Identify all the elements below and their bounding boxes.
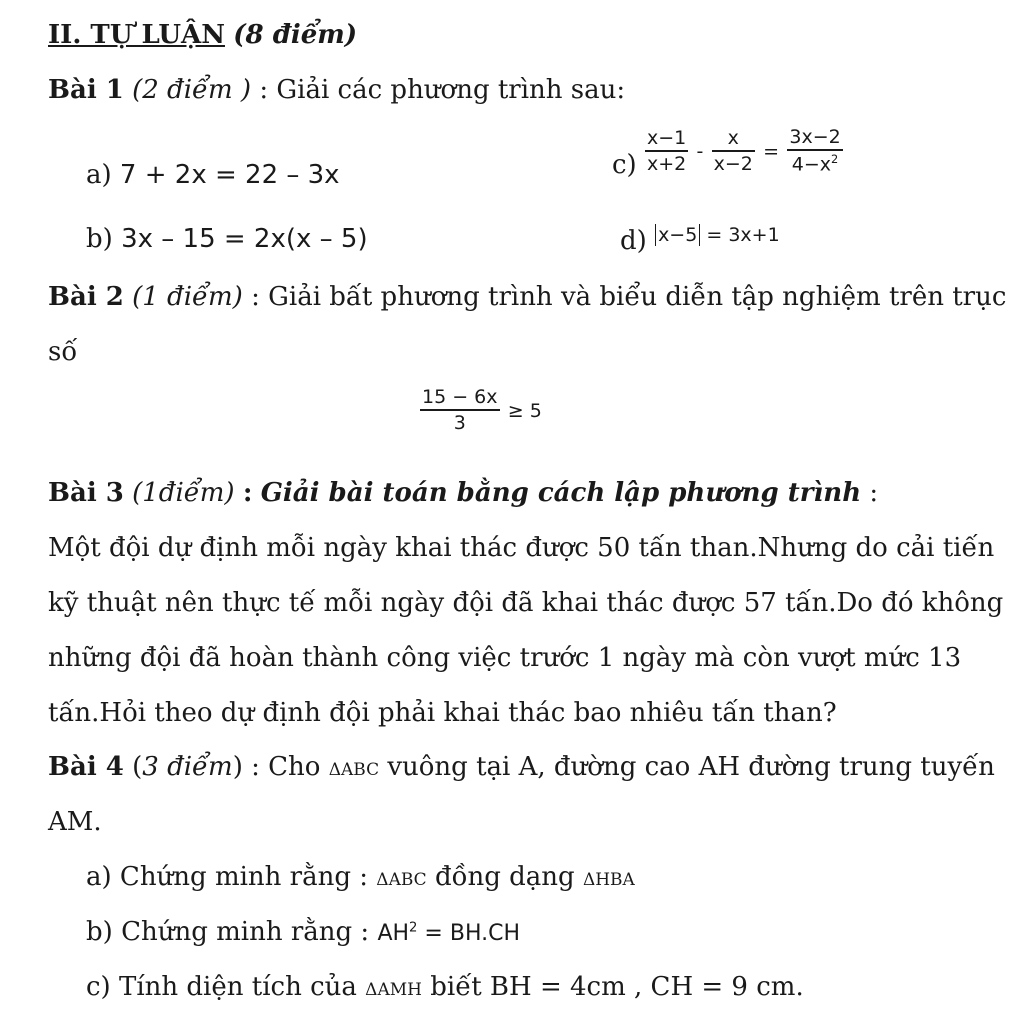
bai3-subtitle: Giải bài toán bằng cách lập phương trình: [260, 478, 862, 508]
bai2-text: : Giải bất phương trình và biểu diễn tập nghiệm trên trục: [251, 282, 1007, 312]
bai1-d-expr: [655, 224, 780, 246]
triangle-abc: ΔABC: [328, 760, 380, 780]
bai4-title: Bài 4: [48, 752, 124, 782]
bai1-c-frac3: [787, 126, 842, 175]
bai4-a-triangle-abc: ΔABC: [376, 870, 427, 890]
bai1-heading: [48, 75, 625, 105]
bai1-d-label: d): [620, 226, 647, 256]
frac2-numerator: x: [712, 127, 755, 152]
bai1-text: : Giải các phương trình sau:: [259, 75, 626, 105]
bai4-text-cont: AM.: [48, 807, 102, 837]
frac1-numerator: x−1: [645, 127, 688, 152]
bai1-c: [612, 126, 843, 180]
bai4-points-open: (: [132, 752, 143, 782]
bai1-b: [86, 224, 368, 254]
frac3-den-exponent: 2: [831, 152, 839, 166]
bai3-subtitle-end: :: [869, 478, 879, 508]
section-heading: [48, 20, 357, 50]
bai2-title: Bài 2: [48, 282, 124, 312]
bai2-numerator: 15 − 6x: [420, 386, 500, 411]
bai4-c-triangle-amh: ΔAMH: [365, 980, 422, 1000]
bai4-b: [86, 917, 520, 947]
section-points: (8 điểm): [233, 20, 358, 50]
bai4-text2: vuông tại A, đường cao AH đường trung tuyến: [387, 752, 995, 782]
frac3-den-base: 4−x: [791, 153, 832, 176]
bai4-points-close: ): [232, 752, 243, 782]
bai4-b-text: Chứng minh rằng :: [121, 917, 370, 947]
bai2-inequality: [420, 386, 542, 434]
bai4-c-text2: biết BH = 4cm , CH = 9 cm.: [430, 972, 804, 1002]
bai3-title: Bài 3: [48, 478, 124, 508]
frac1-denominator: x+2: [646, 152, 687, 175]
bai2-denominator: 3: [453, 412, 466, 434]
bai4-a-label: a): [86, 862, 112, 892]
section-code: II. TỰ LUẬN: [48, 20, 225, 50]
bai4-c: [86, 972, 804, 1002]
bai4-text1: : Cho: [251, 752, 321, 782]
bai4-points: 3 điểm: [142, 752, 233, 782]
bai2-text-cont: số: [48, 337, 78, 367]
frac2-denominator: x−2: [713, 152, 753, 175]
bai4-heading: [48, 752, 995, 782]
bai3-line-3: những đội đã hoàn thành công việc trước 1 ngày mà còn vượt mức 13: [48, 643, 962, 673]
bai3-colon: :: [242, 478, 253, 508]
bai1-d: [620, 218, 780, 256]
bai4-a-text: Chứng minh rằng :: [119, 862, 369, 892]
bai1-c-frac1: [645, 127, 688, 175]
bai1-c-op1: -: [696, 140, 704, 163]
bai3-line-1: Một đội dự định mỗi ngày khai thác được 50 tấn than.Nhưng do cải tiến: [48, 533, 995, 563]
frac3-denominator: [787, 151, 842, 175]
bai1-c-frac2: [712, 127, 755, 175]
bai1-a: [86, 160, 340, 190]
bai4-b-label: b): [86, 917, 113, 947]
bai3-points: (1điểm): [132, 478, 235, 508]
bai1-b-expr: 3x – 15 = 2x(x – 5): [121, 224, 368, 254]
bai4-a-mid: đồng dạng: [434, 862, 575, 892]
bai4-b-expr: [377, 921, 520, 946]
bai1-title: Bài 1: [48, 75, 124, 105]
bai1-a-label: a): [86, 160, 112, 190]
bai3-line-4: tấn.Hỏi theo dự định đội phải khai thác bao nhiêu tấn than?: [48, 698, 837, 728]
frac3-numerator: 3x−2: [787, 126, 842, 151]
bai2-rhs: ≥ 5: [507, 400, 542, 422]
bai4-b-exponent: 2: [409, 920, 418, 936]
bai1-points: (2 điểm ): [132, 75, 252, 105]
bai4-a: [86, 862, 635, 892]
bai1-d-rhs: = 3x+1: [706, 224, 780, 246]
bai4-c-label: c): [86, 972, 111, 1002]
abs-value: x−5: [655, 224, 700, 246]
bai1-a-expr: 7 + 2x = 22 – 3x: [119, 160, 340, 190]
bai1-c-eq: =: [763, 140, 780, 163]
bai2-points: (1 điểm): [132, 282, 243, 312]
bai1-b-label: b): [86, 224, 113, 254]
bai2-heading: [48, 282, 1006, 312]
bai2-fraction: [420, 386, 500, 434]
bai4-c-text: Tính diện tích của: [118, 972, 357, 1002]
bai4-b-rhs: = BH.CH: [424, 921, 520, 946]
bai3-line-2: kỹ thuật nên thực tế mỗi ngày đội đã khai thác được 57 tấn.Do đó không: [48, 588, 1004, 618]
bai1-c-label: c): [612, 149, 637, 180]
bai4-b-ah: AH: [377, 921, 410, 946]
bai4-a-triangle-hba: ΔHBA: [582, 870, 635, 890]
bai3-heading: [48, 478, 878, 508]
